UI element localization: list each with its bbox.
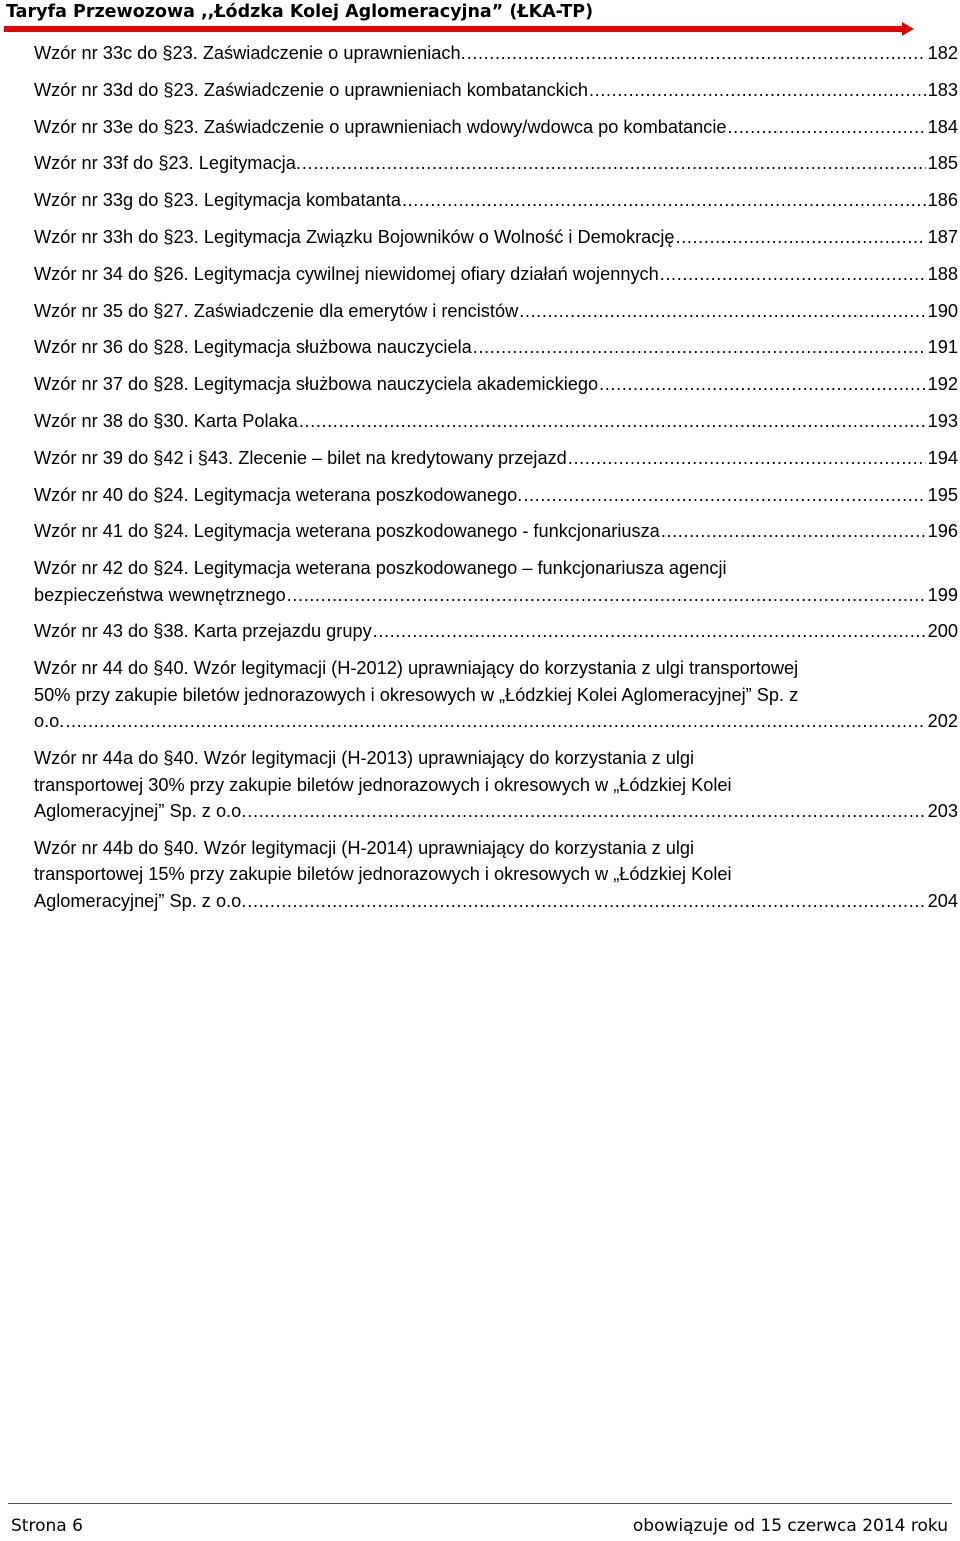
toc-entry[interactable]	[34, 77, 958, 104]
header-red-rule-arrow	[902, 22, 914, 36]
toc-leader-dots	[302, 150, 926, 177]
toc-leader-dots	[247, 888, 925, 915]
footer-page-label: Strona 6	[11, 1516, 83, 1536]
toc-entry-title: Wzór nr 40 do §24. Legitymacja weterana poszkodowanego.	[34, 484, 523, 505]
toc-entry[interactable]	[34, 40, 958, 67]
toc-entry[interactable]	[34, 150, 958, 177]
toc-entry-title: Wzór nr 37 do §28. Legitymacja służbowa nauczyciela akademickiego	[34, 374, 599, 395]
document-header-title: Taryfa Przewozowa ,,Łódzka Kolej Aglomeracyjna” (ŁKA-TP)	[6, 2, 594, 22]
toc-page-number: 188	[927, 263, 958, 284]
toc-entry-title: Wzór nr 43 do §38. Karta przejazdu grupy	[34, 621, 372, 642]
toc-leader-dots	[599, 371, 926, 398]
toc-page-number: 182	[927, 43, 958, 63]
toc-entry-title: Wzór nr 39 do §42 i §43. Zlecenie – bilet na kredytowany przejazd	[34, 447, 567, 468]
toc-page-number: 185	[927, 153, 958, 174]
toc-page-number: 194	[927, 447, 958, 468]
toc-leader-dots	[247, 798, 925, 825]
toc-entry[interactable]	[34, 482, 958, 509]
toc-page-number: 187	[927, 226, 958, 247]
toc-entry-line: transportowej 30% przy zakupie biletów jednorazowych i okresowych w „Łódzkiej Kolei	[34, 774, 732, 795]
toc-entry[interactable]	[34, 745, 958, 825]
toc-page-number: 200	[927, 621, 958, 642]
toc-entry-title: Wzór nr 33c do §23. Zaświadczenie o uprawnieniach.	[34, 43, 466, 63]
toc-leader-dots	[661, 518, 926, 545]
toc-entry[interactable]	[34, 655, 958, 735]
toc-leader-dots	[467, 40, 926, 67]
toc-entry[interactable]	[34, 555, 958, 608]
footer-rule	[8, 1503, 952, 1504]
table-of-contents	[34, 40, 958, 925]
toc-page-number: 190	[927, 300, 958, 321]
toc-page-number: 202	[927, 711, 958, 732]
toc-leader-dots	[287, 582, 926, 609]
toc-entry-line: Wzór nr 42 do §24. Legitymacja weterana poszkodowanego – funkcjonariusza agencji	[34, 558, 727, 579]
toc-entry[interactable]	[34, 114, 958, 141]
toc-entry-title: Wzór nr 33h do §23. Legitymacja Związku Bojowników o Wolność i Demokrację	[34, 226, 675, 247]
toc-entry[interactable]	[34, 445, 958, 472]
toc-page-number: 199	[927, 584, 958, 605]
toc-entry-line: Wzór nr 44a do §40. Wzór legitymacji (H-2013) uprawniający do korzystania z ulgi	[34, 748, 695, 769]
toc-entry-title: Wzór nr 33g do §23. Legitymacja kombatanta	[34, 190, 401, 211]
toc-leader-dots	[65, 708, 925, 735]
toc-entry-title: Wzór nr 33e do §23. Zaświadczenie o uprawnieniach wdowy/wdowca po kombatancie	[34, 116, 727, 137]
toc-entry[interactable]	[34, 261, 958, 288]
toc-entry-title: Wzór nr 34 do §26. Legitymacja cywilnej niewidomej ofiary działań wojennych	[34, 263, 659, 284]
toc-page-number: 203	[927, 801, 958, 822]
toc-entry-line: Aglomeracyjnej” Sp. z o.o.	[34, 890, 247, 911]
toc-entry-line: 50% przy zakupie biletów jednorazowych i okresowych w „Łódzkiej Kolei Aglomeracyjnej” Sp. z	[34, 684, 799, 705]
toc-entry[interactable]	[34, 224, 958, 251]
toc-entry-title: Wzór nr 38 do §30. Karta Polaka	[34, 410, 298, 431]
toc-entry-line: Aglomeracyjnej” Sp. z o.o.	[34, 801, 247, 822]
toc-entry-line: bezpieczeństwa wewnętrznego	[34, 584, 286, 605]
toc-page-number: 184	[927, 116, 958, 137]
toc-leader-dots	[519, 298, 925, 325]
toc-page-number: 192	[927, 374, 958, 395]
toc-leader-dots	[373, 618, 926, 645]
toc-entry[interactable]	[34, 187, 958, 214]
toc-entry-title: Wzór nr 41 do §24. Legitymacja weterana poszkodowanego - funkcjonariusza	[34, 521, 660, 542]
toc-entry-line: transportowej 15% przy zakupie biletów jednorazowych i okresowych w „Łódzkiej Kolei	[34, 864, 732, 885]
toc-page-number: 195	[927, 484, 958, 505]
toc-leader-dots	[299, 408, 926, 435]
toc-entry[interactable]	[34, 371, 958, 398]
toc-leader-dots	[589, 77, 926, 104]
toc-entry[interactable]	[34, 408, 958, 435]
toc-entry-line: o.o.	[34, 711, 65, 732]
toc-entry[interactable]	[34, 518, 958, 545]
toc-page-number: 204	[927, 890, 958, 911]
toc-leader-dots	[568, 445, 926, 472]
toc-entry[interactable]	[34, 835, 958, 915]
toc-entry-title: Wzór nr 33f do §23. Legitymacja.	[34, 153, 301, 174]
header-red-rule	[4, 26, 906, 32]
toc-leader-dots	[473, 334, 926, 361]
toc-leader-dots	[728, 114, 926, 141]
toc-page-number: 183	[927, 79, 958, 100]
toc-page-number: 186	[927, 190, 958, 211]
footer-validity-note: obowiązuje od 15 czerwca 2014 roku	[632, 1516, 948, 1536]
toc-page-number: 196	[927, 521, 958, 542]
toc-leader-dots	[676, 224, 926, 251]
toc-entry-line: Wzór nr 44 do §40. Wzór legitymacji (H-2012) uprawniający do korzystania z ulgi transportowej	[34, 658, 799, 679]
toc-entry-line: Wzór nr 44b do §40. Wzór legitymacji (H-2014) uprawniający do korzystania z ulgi	[34, 837, 695, 858]
toc-entry[interactable]	[34, 334, 958, 361]
toc-page-number: 193	[927, 410, 958, 431]
toc-entry-title: Wzór nr 36 do §28. Legitymacja służbowa nauczyciela	[34, 337, 472, 358]
toc-entry[interactable]	[34, 298, 958, 325]
toc-entry[interactable]	[34, 618, 958, 645]
toc-leader-dots	[402, 187, 926, 214]
toc-leader-dots	[523, 482, 925, 509]
toc-entry-title: Wzór nr 33d do §23. Zaświadczenie o uprawnieniach kombatanckich	[34, 79, 589, 100]
toc-leader-dots	[660, 261, 926, 288]
toc-entry-title: Wzór nr 35 do §27. Zaświadczenie dla emerytów i rencistów	[34, 300, 519, 321]
toc-page-number: 191	[927, 337, 958, 358]
